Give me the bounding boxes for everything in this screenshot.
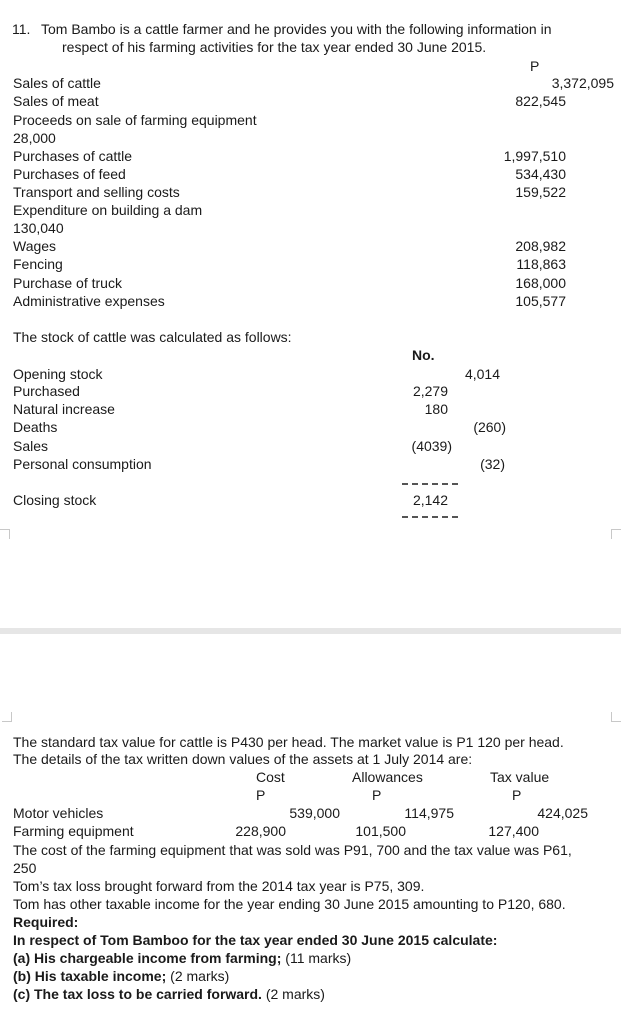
assets-intro-text: The details of the tax written down values of the assets at 1 July 2014 are: (13, 751, 473, 767)
column-header-tax-value: Tax value (490, 769, 550, 785)
item-label: Administrative expenses (13, 293, 165, 309)
crop-mark (611, 712, 621, 722)
question-text-line-1: Tom Bambo is a cattle farmer and he provides you with the following information in (41, 21, 552, 37)
item-value: 118,863 (516, 256, 566, 272)
task-c (13, 986, 325, 1003)
stock-row-value: 2,279 (412, 383, 448, 399)
item-value: 159,522 (515, 184, 566, 200)
instruction-text: In respect of Tom Bamboo for the tax year ended 30 June 2015 calculate: (13, 932, 498, 948)
task-text: (b) His taxable income; (13, 968, 167, 984)
item-value: 822,545 (515, 93, 566, 109)
asset-allowances: 114,975 (404, 805, 454, 821)
currency-allowances: P (372, 787, 382, 803)
item-label: Sales of meat (13, 93, 99, 109)
stock-row-label: Purchased (13, 383, 80, 399)
closing-stock-value: 2,142 (412, 492, 448, 508)
task-marks: (11 marks) (285, 950, 352, 966)
stock-row-label: Personal consumption (13, 456, 152, 472)
currency-tax-value: P (512, 787, 522, 803)
asset-tax-value: 424,025 (537, 805, 588, 821)
column-header-allowances: Allowances (352, 769, 423, 785)
task-b (13, 968, 229, 985)
question-text-line-2: respect of his farming activities for the tax year ended 30 June 2015. (62, 39, 487, 55)
task-text: (a) His chargeable income from farming; (13, 950, 282, 966)
item-label: Proceeds on sale of farming equipment (13, 112, 257, 128)
page-divider (0, 628, 621, 634)
item-label: Transport and selling costs (13, 184, 180, 200)
asset-label: Motor vehicles (13, 805, 104, 821)
item-label: Sales of cattle (13, 75, 101, 91)
item-value: 130,040 (13, 220, 64, 236)
item-value: 3,372,095 (551, 75, 614, 91)
stock-row-label: Natural increase (13, 401, 115, 417)
item-value: 208,982 (515, 238, 566, 254)
item-label: Expenditure on building a dam (13, 202, 203, 218)
asset-label: Farming equipment (13, 823, 134, 839)
item-value: 534,430 (515, 166, 566, 182)
currency-header: P (530, 58, 540, 74)
crop-mark (0, 529, 10, 539)
item-label: Purchases of feed (13, 166, 126, 182)
stock-row-label: Opening stock (13, 366, 103, 382)
task-text: (c) The tax loss to be carried forward. (13, 986, 262, 1002)
tax-loss-note: Tom’s tax loss brought forward from the 2014 tax year is P75, 309. (13, 878, 425, 894)
standard-value-text: The standard tax value for cattle is P430 per head. The market value is P1 120 per head. (13, 734, 564, 750)
question-number: 11. (12, 21, 31, 37)
currency-cost: P (256, 787, 266, 803)
total-rule-bottom (402, 516, 458, 518)
crop-mark (2, 712, 12, 722)
item-value: 105,577 (515, 293, 566, 309)
item-value: 168,000 (515, 275, 566, 291)
task-a (13, 950, 351, 967)
asset-cost: 228,900 (235, 823, 286, 839)
closing-stock-label: Closing stock (13, 492, 97, 508)
stock-row-label: Deaths (13, 419, 58, 435)
item-label: Purchases of cattle (13, 148, 133, 164)
task-marks: (2 marks) (265, 986, 325, 1002)
asset-tax-value: 127,400 (488, 823, 539, 839)
stock-row-value: (32) (480, 456, 505, 472)
other-income-note: Tom has other taxable income for the year ending 30 June 2015 amounting to P120, 680. (13, 896, 566, 912)
asset-allowances: 101,500 (355, 823, 406, 839)
item-label: Fencing (13, 256, 63, 272)
stock-row-value: 4,014 (464, 366, 500, 382)
stock-heading: The stock of cattle was calculated as follows: (13, 329, 292, 345)
item-label: Purchase of truck (13, 275, 122, 291)
required-heading: Required: (13, 914, 79, 930)
total-rule-top (402, 483, 458, 485)
equipment-sold-note: The cost of the farming equipment that was sold was P91, 700 and the tax value was P61, (13, 842, 572, 858)
task-marks: (2 marks) (170, 968, 230, 984)
equipment-sold-note-cont: 250 (13, 860, 37, 876)
stock-row-value: (260) (473, 419, 506, 435)
item-value: 28,000 (13, 130, 56, 146)
stock-no-header: No. (412, 347, 435, 363)
stock-row-label: Sales (13, 438, 49, 454)
stock-row-value: 180 (424, 401, 448, 417)
stock-row-value: (4039) (411, 438, 452, 454)
crop-mark (611, 529, 621, 539)
item-label: Wages (13, 238, 57, 254)
asset-cost: 539,000 (289, 805, 340, 821)
item-value: 1,997,510 (503, 148, 566, 164)
column-header-cost: Cost (256, 769, 285, 785)
